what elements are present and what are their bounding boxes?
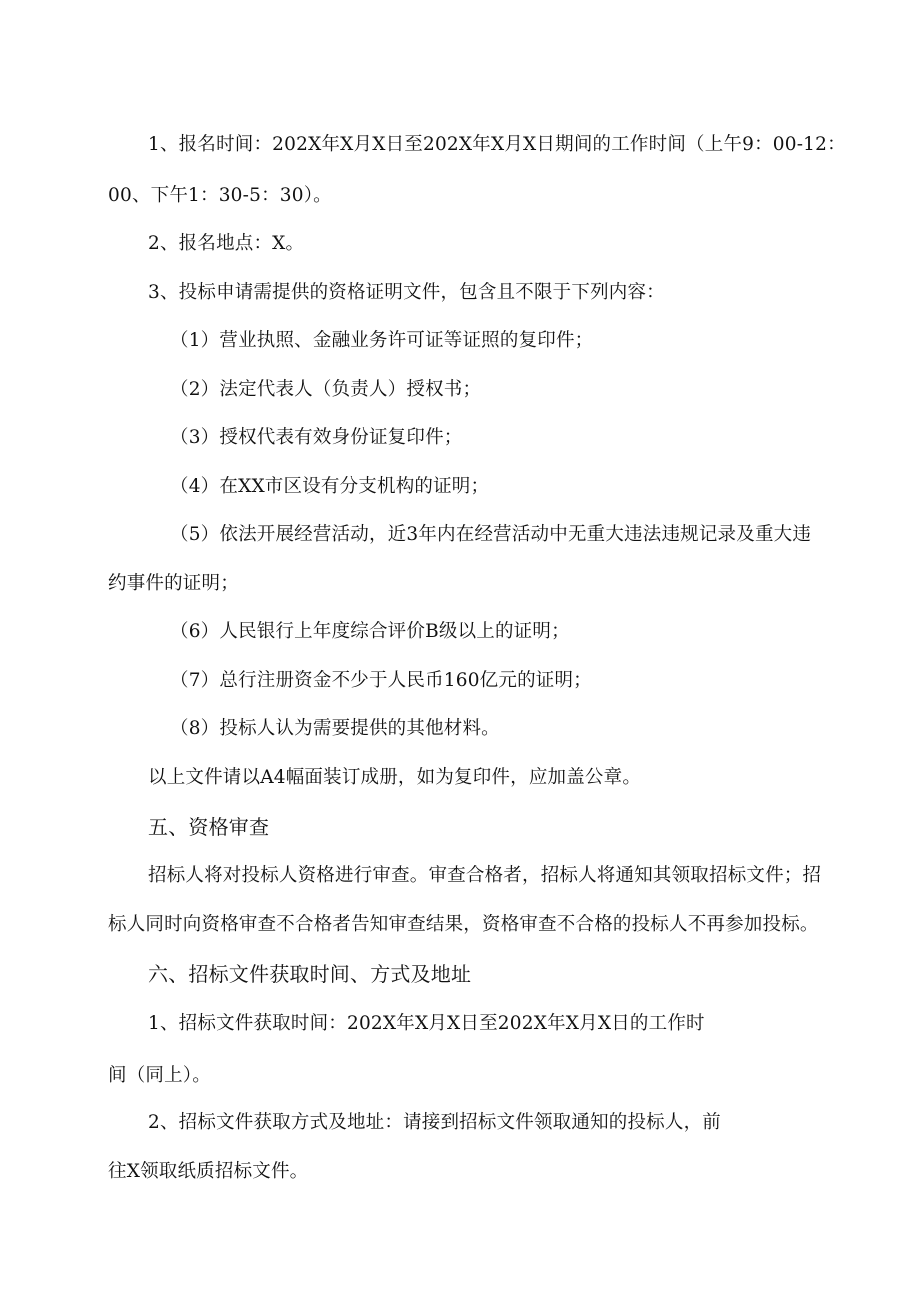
doc-item-5-line-2: 约事件的证明； (108, 573, 239, 594)
section-6-item-1-line-1: 1、招标文件获取时间：202X年X月X日至202X年X月X日的工作时 (148, 1013, 705, 1034)
binding-note: 以上文件请以A4幅面装订成册，如为复印件，应加盖公章。 (148, 767, 642, 788)
registration-place: 2、报名地点：X。 (148, 233, 305, 254)
doc-item-6: （6）人民银行上年度综合评价B级以上的证明； (170, 621, 570, 642)
section-6-heading: 六、招标文件获取时间、方式及地址 (148, 962, 472, 986)
qualification-docs-intro: 3、投标申请需提供的资格证明文件，包含且不限于下列内容： (148, 282, 665, 303)
registration-time-line-1: 1、报名时间：202X年X月X日至202X年X月X日期间的工作时间（上午9：00-12： (148, 134, 846, 155)
section-6-item-1-line-2: 间（同上）。 (108, 1065, 211, 1086)
section-5-heading: 五、资格审查 (148, 815, 270, 839)
section-6-item-2-line-1: 2、招标文件获取方式及地址：请接到招标文件领取通知的投标人，前 (148, 1112, 721, 1133)
doc-item-8: （8）投标人认为需要提供的其他材料。 (170, 718, 500, 739)
doc-item-7: （7）总行注册资金不少于人民币160亿元的证明； (170, 670, 592, 691)
doc-item-5-line-1: （5）依法开展经营活动，近3年内在经营活动中无重大违法违规记录及重大违 (170, 524, 812, 545)
section-5-para-line-2: 标人同时向资格审查不合格者告知审查结果，资格审查不合格的投标人不再参加投标。 (108, 914, 819, 935)
registration-time-line-2: 00、下午1：30-5：30）。 (108, 185, 332, 206)
doc-item-1: （1）营业执照、金融业务许可证等证照的复印件； (170, 330, 594, 351)
doc-item-2: （2）法定代表人（负责人）授权书； (170, 379, 482, 400)
doc-item-3: （3）授权代表有效身份证复印件； (170, 427, 463, 448)
section-5-para-line-1: 招标人将对投标人资格进行审查。审查合格者，招标人将通知其领取招标文件；招 (148, 865, 822, 886)
section-6-item-2-line-2: 往X领取纸质招标文件。 (108, 1161, 309, 1182)
doc-item-4: （4）在XX市区设有分支机构的证明； (170, 476, 490, 497)
